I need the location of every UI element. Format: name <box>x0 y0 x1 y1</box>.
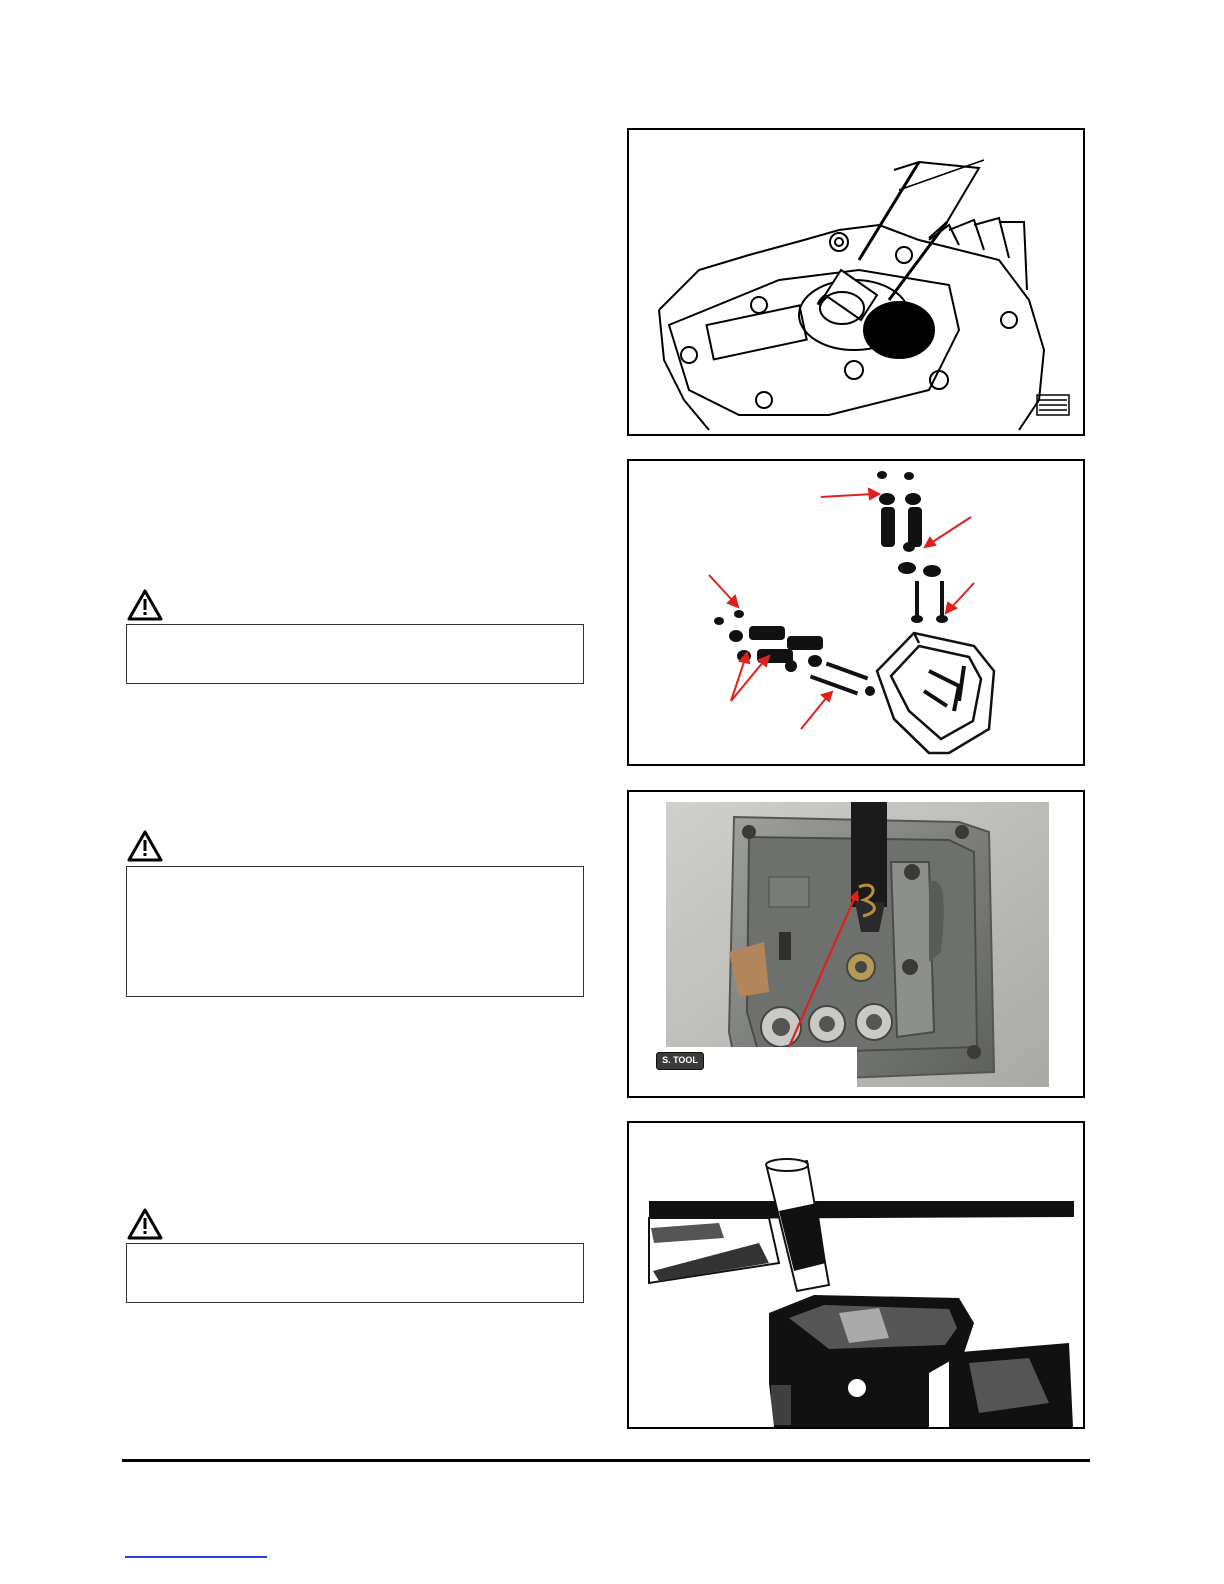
figure-3-special-tool-photo <box>627 790 1085 1098</box>
warning-triangle-icon <box>127 589 163 621</box>
figure-1-valve-tool-drawing <box>627 128 1085 436</box>
caution-box-3 <box>126 1243 584 1303</box>
caution-box-2 <box>126 866 584 997</box>
spring-icon <box>1037 395 1069 415</box>
footer-link[interactable] <box>125 1556 267 1558</box>
figure-2-illustration <box>629 461 1083 764</box>
figure-2-valve-exploded-view <box>627 459 1085 766</box>
special-tool-badge-label: S. TOOL <box>662 1055 698 1065</box>
footer-rule <box>122 1459 1090 1462</box>
warning-triangle-icon <box>127 1208 163 1240</box>
special-tool-icon <box>656 1052 704 1070</box>
caution-box-1 <box>126 624 584 684</box>
warning-triangle-icon <box>127 830 163 862</box>
figure-4-photo <box>629 1123 1083 1427</box>
figure-1-illustration <box>629 130 1083 434</box>
figure-3-photo <box>629 792 1083 1096</box>
callout-arrows <box>709 489 974 729</box>
figure-4-valve-seat-photo <box>627 1121 1085 1429</box>
